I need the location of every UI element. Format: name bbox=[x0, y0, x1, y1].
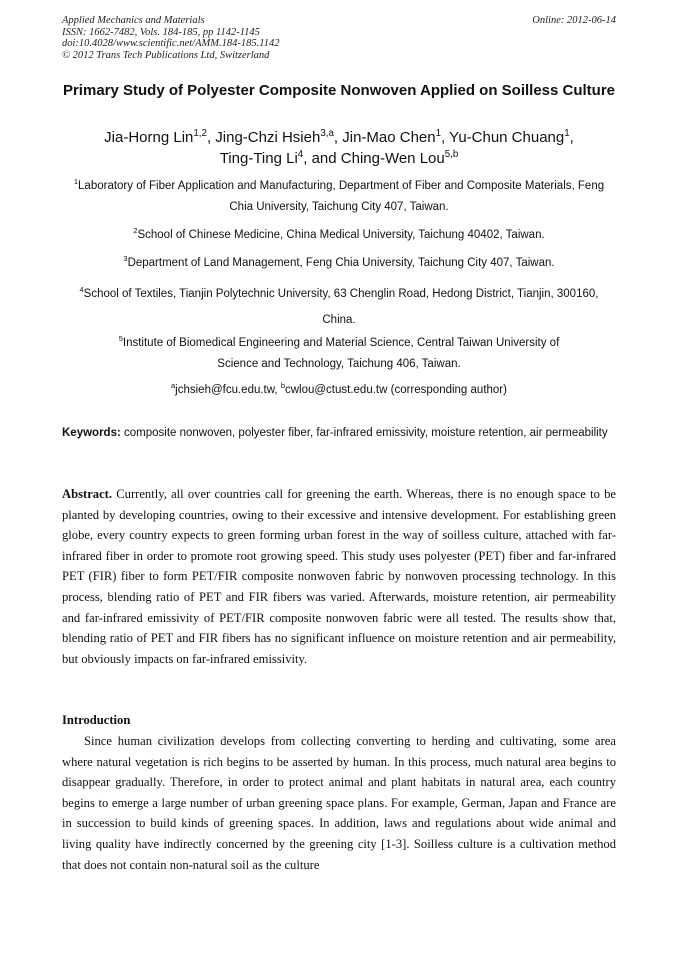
author: Jin-Mao Chen$^1$ bbox=[342, 128, 442, 146]
author-list: Jia-Horng Lin$^{1,2}$, Jing-Chzi Hsieh$^{3,a}$, Jin-Mao Chen$^1$, Yu-Chun Chuang$^1$, Ting-Ting Li$^4$, and Ching-Wen Lou$^{5,b}$ bbox=[104, 128, 574, 167]
online-date: Online: 2012-06-14 bbox=[532, 15, 616, 26]
author: Ching-Wen Lou$^{5,b}$ bbox=[340, 149, 459, 167]
paper-title: Primary Study of Polyester Composite Nonwoven Applied on Soilless Culture bbox=[62, 82, 616, 99]
abstract bbox=[62, 484, 616, 669]
abstract-text: Currently, all over countries call for greening the earth. Whereas, there is no enough space to be planted by developing countries, owing to their excessive and intensive development. For establishing green globe, every country expects to green forming urban forest in the way of soilless culture, attached with far-infrared fiber in order to promote root growing speed. This study uses polyester (PET) fiber and far-infrared PET (FIR) fiber to form PET/FIR composite nonwoven fabric by nonwoven processing technology. In this process, blending ratio of PET and FIR fibers was varied. Afterwards, moisture retention, air permeability and far-infrared emissivity of PET/FIR composite nonwoven fabric were all tested. The results show that, blending ratio of PET and FIR fibers has no significant influence on moisture retention and air permeability, but obviously impacts on far-infrared emissivity. bbox=[62, 487, 617, 666]
introduction-heading: Introduction bbox=[62, 713, 131, 727]
affiliation-3: $^3$Department of Land Management, Feng Chia University, Taichung City 407, Taiwan. bbox=[123, 254, 555, 269]
doi-line: doi:10.4028/www.scientific.net/AMM.184-185.1142 bbox=[62, 38, 280, 49]
copyright-line: © 2012 Trans Tech Publications Ltd, Switzerland bbox=[62, 49, 270, 61]
author: Jia-Horng Lin$^{1,2}$ bbox=[104, 128, 207, 146]
affiliation-5: $^5$Institute of Biomedical Engineering and Material Science, Central Taiwan University of Science and Technology, Taichung 406, Taiwan. bbox=[118, 334, 560, 370]
author: Ting-Ting Li$^4$ bbox=[219, 149, 304, 167]
author: Yu-Chun Chuang$^1$ bbox=[449, 128, 570, 146]
email-line: $^a$jchsieh@fcu.edu.tw, $^b$cwlou@ctust.edu.tw (corresponding author) bbox=[171, 381, 507, 396]
keywords-text: composite nonwoven, polyester fiber, far-infrared emissivity, moisture retention, air permeability bbox=[124, 427, 608, 439]
abstract-label: Abstract. bbox=[62, 487, 113, 501]
email-b[interactable]: cwlou@ctust.edu.tw (corresponding author) bbox=[284, 384, 507, 396]
author: Jing-Chzi Hsieh$^{3,a}$ bbox=[215, 128, 334, 146]
email-a[interactable]: jchsieh@fcu.edu.tw, bbox=[175, 384, 281, 396]
affiliation-1: $^1$Laboratory of Fiber Application and Manufacturing, Department of Fiber and Composite Materials, Feng Chia University, Taichung City 407, Taiwan. bbox=[73, 177, 605, 213]
keywords-label: Keywords: bbox=[62, 427, 121, 439]
issn-line: ISSN: 1662-7482, Vols. 184-185, pp 1142-1145 bbox=[62, 26, 260, 38]
journal-name: Applied Mechanics and Materials bbox=[62, 15, 205, 26]
journal-header bbox=[62, 15, 616, 61]
introduction-text: Since human civilization develops from collecting converting to herding and cultivating, some area where natural vegetation is rich begins to be asserted by human. In this process, much natural area begins to disappear gradually. Therefore, in order to protect animal and plant habitats in natural area, each country begins to emerge a large number of urban greening space plans. For example, German, Japan and France are in succession to build kinds of greening spaces. In addition, laws and regulations about wide animal and living quality have indirectly concerned by the greening city [1-3]. Soilless culture is a cultivation method that does not contain non-natural soil as the culture bbox=[62, 734, 616, 872]
affiliation-2: $^2$School of Chinese Medicine, China Medical University, Taichung 40402, Taiwan. bbox=[133, 226, 545, 241]
affiliation-4: $^4$School of Textiles, Tianjin Polytechnic University, 63 Chenglin Road, Hedong District, Tianjin, 300160, China. bbox=[79, 285, 599, 326]
keywords bbox=[62, 424, 616, 443]
